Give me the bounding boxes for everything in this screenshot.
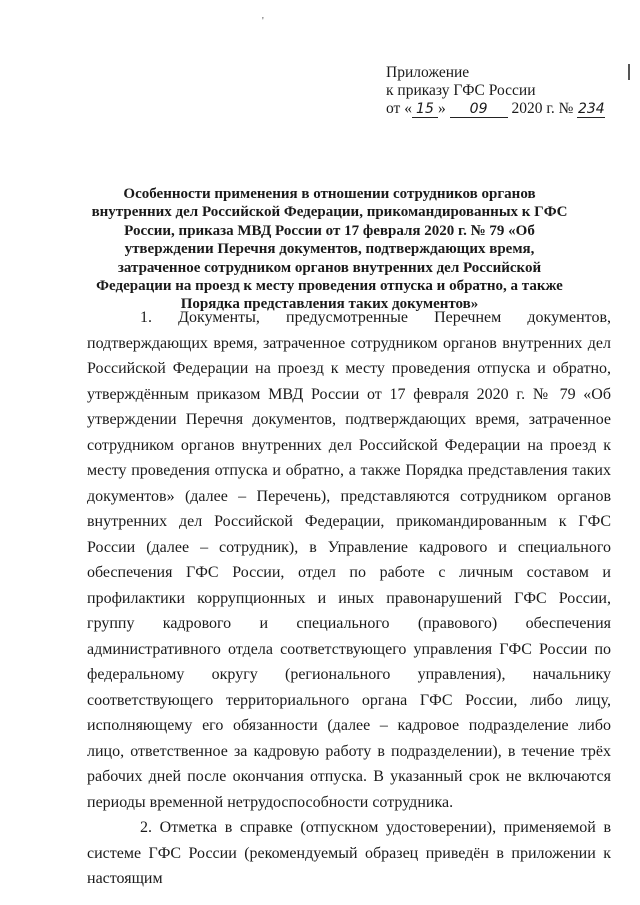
- date-quote-close: »: [437, 100, 446, 117]
- handwritten-day: 15: [412, 102, 438, 118]
- paragraph-1: 1. Документы, предусмотренные Перечнем документов, подтверждающих время, затраченное сотрудником органов внутренних дел Российской Федерации на проезд к месту проведения отпуска и обратно, утверждённым приказом МВД России от 17 февраля 2020 г. № 79 «Об утверждении Перечня документов, подтверждающих время, затраченное сотрудником органов внутренних дел Российской Федерации на проезд к месту проведения отпуска и обратно, а также Порядка представления таких документов» (далее – Перечень), представляются сотрудником органов внутренних дел Российской Федерации, прикомандированным к ГФС России (далее – сотрудник), в Управление кадрового и специального обеспечения ГФС России, отдел по работе с личным составом и профилактики коррупционных и иных правонарушений ГФС России, группу кадрового и специального (правового) обеспечения административного отдела соответствующего управления ГФС России по федеральному округу (регионального управления), начальнику соответствующего территориального органа ГФС России, либо лицу, исполняющему его обязанности (далее – кадровое подразделение либо лицо, ответственное за кадровую работу в подразделении), в течение трёх рабочих дней после окончания отпуска. В указанный срок не включаются периоды временной нетрудоспособности сотрудника.: [87, 309, 611, 811]
- handwritten-order-number: 234: [577, 101, 605, 117]
- appendix-order-ref: к приказу ГФС России: [386, 82, 536, 99]
- document-body: [87, 305, 611, 892]
- appendix-block: [386, 64, 605, 118]
- scan-edge-mark: [628, 64, 630, 80]
- date-prefix: от «: [386, 100, 412, 117]
- appendix-label: Приложение: [386, 64, 470, 81]
- document-title: Особенности применения в отношении сотрудников органов внутренних дел Российской Федерации, прикомандированных к ГФС России, приказа МВД России от 17 февраля 2020 г. № 79 «Об утверждении Перечня документов, подтверждающих время, затраченное сотрудником органов внутренних дел Российской Федерации на проезд к месту проведения отпуска и обратно, а также Порядка представления таких документов»: [91, 186, 568, 313]
- paragraph-2: 2. Отметка в справке (отпускном удостоверении), применяемой в системе ГФС России (рекомендуемый образец приведён в приложении к настоящим: [87, 819, 611, 887]
- appendix-date-line: [386, 100, 605, 118]
- year-and-number-label: 2020 г. №: [511, 100, 574, 117]
- handwritten-month: 09: [450, 102, 508, 118]
- scan-tick-mark: ': [262, 16, 264, 27]
